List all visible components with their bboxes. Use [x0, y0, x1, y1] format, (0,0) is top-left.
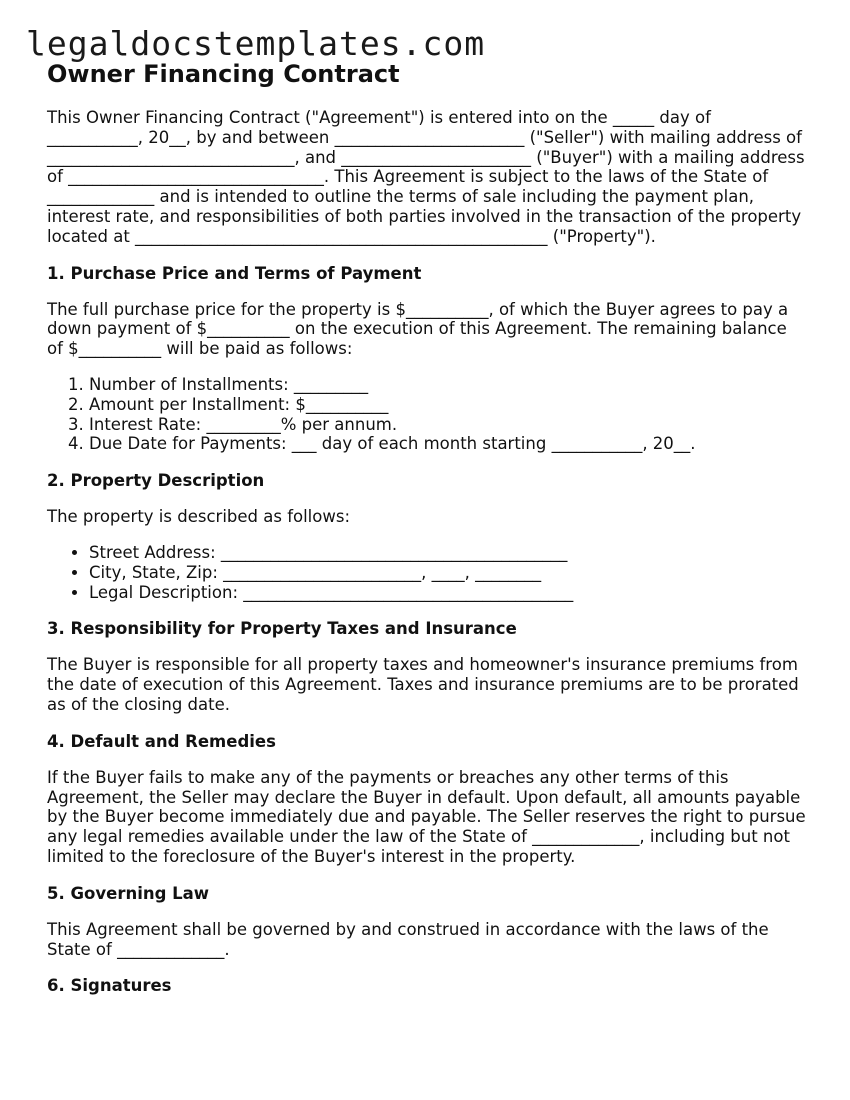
site-watermark: legaldocstemplates.com — [26, 24, 486, 63]
section-body-purchase-price: The full purchase price for the property is $__________, of which the Buyer agrees to pay a down payment of $__________ on the execution of this Agreement. The remaining balance of $__________ will be paid as follows: — [47, 299, 789, 359]
section-body-default-remedies: If the Buyer fails to make any of the payments or breaches any other terms of this Agreement, the Seller may declare the Buyer in default. Upon default, all amounts payable by the Buyer become immediately due and payable. The Seller reserves the right to pursue any legal remedies available under the law of the State of _____________, including but not limited to the foreclosure of the Buyer's interest in the property. — [47, 767, 806, 866]
list-item: • Legal Description: ________________________________________ — [89, 583, 807, 603]
section-body-property-description: The property is described as follows: — [47, 507, 351, 527]
list-item: • City, State, Zip: ________________________, ____, ________ — [89, 563, 807, 583]
list-item: • Street Address: __________________________________________ — [89, 543, 807, 563]
section-heading-default-remedies: 4. Default and Remedies — [47, 731, 276, 751]
installment-terms-list — [47, 375, 807, 454]
list-item: 3. Interest Rate: _________% per annum. — [89, 415, 807, 435]
document-page — [47, 58, 807, 1012]
intro-paragraph: This Owner Financing Contract ("Agreement") is entered into on the _____ day of ___________, 20__, by and between _______________________ ("Seller") with mailing address of ______________________________, and _______________________ ("Buyer") with a mailing address of _______________________________. This Agreement is subject to the laws of the State of _____________ and is intended to outline the terms of sale including the payment plan, interest rate, and responsibilities of both parties involved in the transaction of the property located at __________________________________________________ ("Property"). — [47, 108, 805, 246]
list-item: 2. Amount per Installment: $__________ — [89, 395, 807, 415]
list-item: 4. Due Date for Payments: ___ day of each month starting ___________, 20__. — [89, 434, 807, 454]
list-item: 1. Number of Installments: _________ — [89, 375, 807, 395]
section-heading-signatures: 6. Signatures — [47, 976, 172, 996]
section-heading-purchase-price: 1. Purchase Price and Terms of Payment — [47, 263, 422, 283]
document-title: Owner Financing Contract — [47, 60, 400, 88]
section-heading-taxes-insurance: 3. Responsibility for Property Taxes and Insurance — [47, 619, 517, 639]
property-details-list — [47, 543, 807, 602]
section-heading-governing-law: 5. Governing Law — [47, 883, 210, 903]
section-heading-property-description: 2. Property Description — [47, 471, 265, 491]
section-body-taxes-insurance: The Buyer is responsible for all property taxes and homeowner's insurance premiums from the date of execution of this Agreement. Taxes and insurance premiums are to be prorated as of the closing date. — [47, 655, 799, 714]
section-body-governing-law: This Agreement shall be governed by and construed in accordance with the laws of the State of _____________. — [47, 919, 769, 959]
